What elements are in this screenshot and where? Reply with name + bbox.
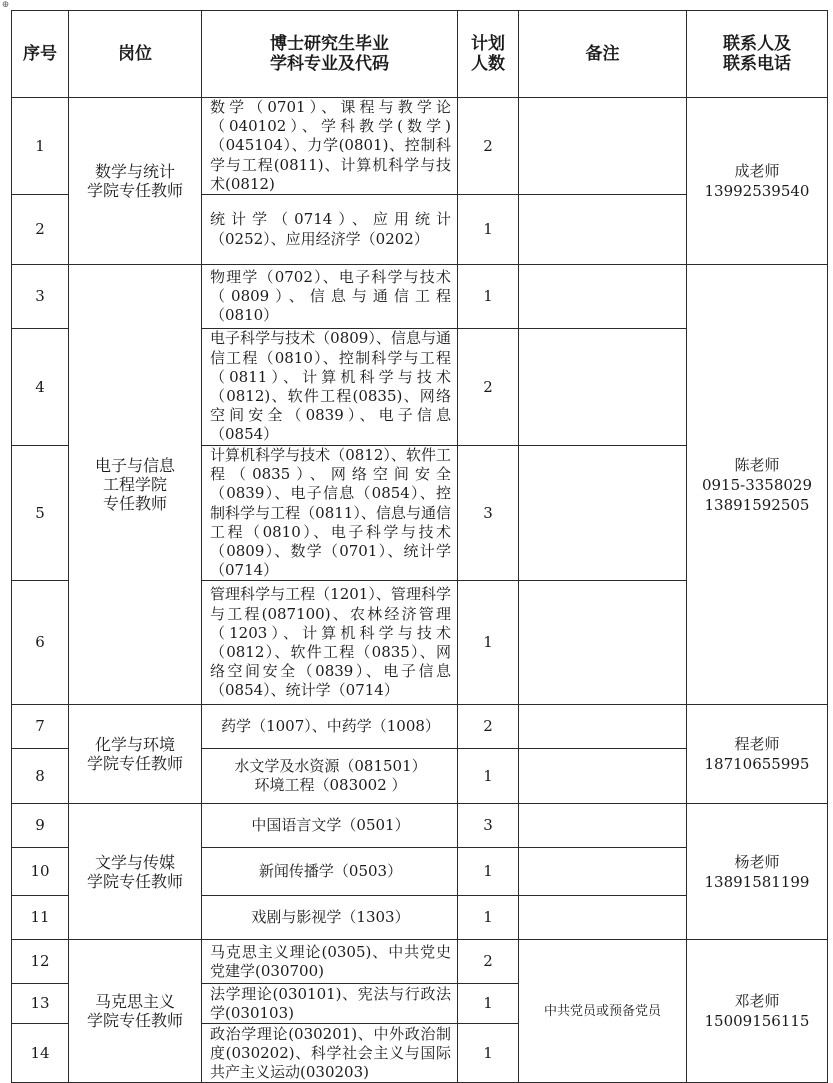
seq-cell: 6	[12, 581, 69, 705]
table-row	[12, 705, 828, 749]
seq-cell: 9	[12, 804, 69, 848]
contact-phone: 18710655995	[704, 755, 810, 774]
contact-name: 杨老师	[734, 852, 780, 871]
contact-phone: 13891592505	[704, 495, 810, 514]
position-cell: 电子与信息 工程学院 专任教师	[69, 265, 202, 705]
major-cell: 电子科学与技术（0809）、信息与通信工程（0810）、控制科学与工程（0811）、计算机科学与技术（0812)、软件工程(0835)、网络空间安全（0839）、电子信息（0854）	[202, 329, 458, 446]
count-cell: 2	[458, 98, 519, 195]
note-cell	[519, 804, 687, 848]
header-seq: 序号	[12, 11, 69, 98]
position-cell: 文学与传媒 学院专任教师	[69, 804, 202, 940]
table-row	[12, 804, 828, 848]
major-cell: 戏剧与影视学（1303）	[202, 896, 458, 940]
header-position: 岗位	[69, 11, 202, 98]
count-cell: 1	[458, 984, 519, 1024]
note-cell: 中共党员或预备党员	[519, 940, 687, 1083]
seq-cell: 5	[12, 446, 69, 581]
contact-phone: 15009156115	[704, 1012, 810, 1031]
note-cell	[519, 705, 687, 749]
recruitment-table	[11, 10, 828, 1083]
count-cell: 1	[458, 581, 519, 705]
count-cell: 1	[458, 1024, 519, 1083]
major-cell: 新闻传播学（0503）	[202, 848, 458, 896]
count-cell: 3	[458, 804, 519, 848]
seq-cell: 14	[12, 1024, 69, 1083]
seq-cell: 13	[12, 984, 69, 1024]
major-cell: 物理学（0702）、电子科学与技术（0809）、信息与通信工程（0810）	[202, 265, 458, 329]
major-cell: 政治学理论(030201)、中外政治制度(030202)、科学社会主义与国际共产主义运动(030203)	[202, 1024, 458, 1083]
contact-name: 程老师	[734, 735, 780, 754]
note-cell	[519, 848, 687, 896]
note-cell	[519, 329, 687, 446]
contact-cell	[687, 98, 828, 265]
count-cell: 3	[458, 446, 519, 581]
count-cell: 1	[458, 896, 519, 940]
position-cell: 马克思主义 学院专任教师	[69, 940, 202, 1083]
count-cell: 2	[458, 705, 519, 749]
contact-phone: 13992539540	[704, 182, 810, 200]
table-row	[12, 265, 828, 329]
seq-cell: 8	[12, 749, 69, 804]
contact-cell	[687, 804, 828, 940]
contact-name: 成老师	[734, 162, 780, 180]
seq-cell: 3	[12, 265, 69, 329]
count-cell: 1	[458, 195, 519, 265]
note-cell	[519, 195, 687, 265]
seq-cell: 10	[12, 848, 69, 896]
contact-name: 邓老师	[734, 992, 780, 1011]
seq-cell: 12	[12, 940, 69, 984]
major-cell: 数学（0701）、课程与教学论（040102）、学科教学(数学)（045104）、力学(0801)、控制科学与工程(0811)、计算机科学与技术(0812)	[202, 98, 458, 195]
seq-cell: 4	[12, 329, 69, 446]
table-move-handle-icon[interactable]: ⊕	[1, 0, 10, 10]
major-cell: 中国语言文学（0501）	[202, 804, 458, 848]
count-cell: 2	[458, 940, 519, 984]
note-cell	[519, 98, 687, 195]
position-cell: 化学与环境 学院专任教师	[69, 705, 202, 804]
contact-cell	[687, 705, 828, 804]
major-cell: 管理科学与工程（1201）、管理科学与工程(087100)、农林经济管理（1203）、计算机科学与技术（0812）、软件工程（0835）、网络空间安全（0839）、电子信息（0854）、统计学（0714）	[202, 581, 458, 705]
major-cell: 计算机科学与技术（0812）、软件工程（0835）、网络空间安全（0839）、电子信息（0854）、控制科学与工程（0811）、信息与通信工程（0810）、电子科学与技术（0809）、数学（0701）、统计学（0714）	[202, 446, 458, 581]
contact-phone: 0915-3358029	[701, 475, 813, 494]
contact-name: 陈老师	[734, 455, 780, 474]
major-cell: 药学（1007）、中药学（1008）	[202, 705, 458, 749]
header-row	[12, 11, 828, 98]
count-cell: 2	[458, 329, 519, 446]
header-count: 计划 人数	[458, 11, 519, 98]
note-cell	[519, 749, 687, 804]
header-contact: 联系人及 联系电话	[687, 11, 828, 98]
seq-cell: 1	[12, 98, 69, 195]
position-cell: 数学与统计 学院专任教师	[69, 98, 202, 265]
note-cell	[519, 581, 687, 705]
major-cell: 法学理论(030101)、宪法与行政法学(030103)	[202, 984, 458, 1024]
seq-cell: 2	[12, 195, 69, 265]
note-cell	[519, 896, 687, 940]
table-row	[12, 98, 828, 195]
note-cell	[519, 265, 687, 329]
header-note: 备注	[519, 11, 687, 98]
contact-phone: 13891581199	[704, 872, 810, 891]
table-row	[12, 940, 828, 984]
count-cell: 1	[458, 265, 519, 329]
major-cell: 统计学（0714）、应用统计（0252）、应用经济学（0202）	[202, 195, 458, 265]
count-cell: 1	[458, 749, 519, 804]
note-cell	[519, 446, 687, 581]
contact-cell	[687, 940, 828, 1083]
major-cell: 马克思主义理论(0305)、中共党史党建学(030700)	[202, 940, 458, 984]
header-major: 博士研究生毕业 学科专业及代码	[202, 11, 458, 98]
contact-cell	[687, 265, 828, 705]
count-cell: 1	[458, 848, 519, 896]
seq-cell: 11	[12, 896, 69, 940]
major-cell: 水文学及水资源（081501） 环境工程（083002 ）	[202, 749, 458, 804]
seq-cell: 7	[12, 705, 69, 749]
